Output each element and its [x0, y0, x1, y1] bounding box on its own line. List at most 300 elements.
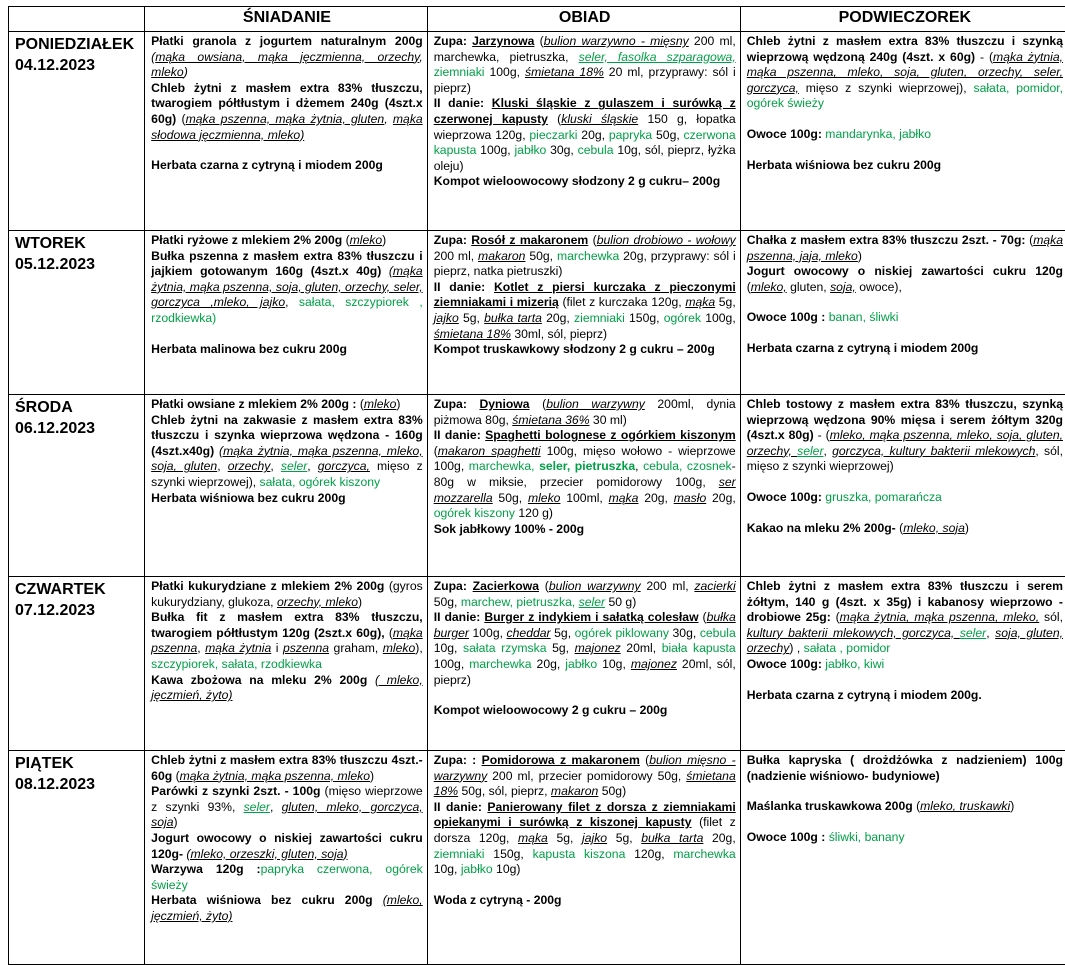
day-row-friday — [9, 751, 1065, 965]
meal-text: ) — [396, 397, 401, 411]
meal-text: ( mleko, jęczmień, żyto) — [151, 672, 423, 703]
lunch-cell — [427, 32, 740, 231]
meal-text: seler, fasolka szparagowa, — [578, 49, 736, 64]
meal-text: seler — [280, 459, 308, 474]
meal-text: Herbata czarna z cytryną i miodem 200g — [151, 158, 383, 173]
meal-text: II danie: — [433, 279, 494, 294]
meal-paragraph — [151, 579, 423, 610]
meal-text: ( — [151, 49, 156, 64]
meal-text: (filet z kurczaka 120g, — [558, 295, 686, 310]
meal-text: 20g, — [541, 310, 575, 325]
meal-text: , — [635, 459, 644, 474]
meal-text: seler — [959, 625, 987, 640]
meal-text: Zupa: — [433, 34, 473, 48]
meal-text: ( — [835, 610, 840, 625]
meal-text: i — [271, 641, 283, 656]
meal-text: - 80g w miksie, przecier pomidorowy 100g, — [433, 459, 736, 489]
meal-text: graham, — [329, 641, 383, 656]
meal-text: cebula — [577, 143, 614, 158]
meal-text: ogórek kiszony — [433, 506, 515, 521]
meal-text: Chleb żytni z masłem extra 83% tłuszczu 4szt.- 60g — [151, 753, 423, 783]
meal-text: sałata, ogórek kiszony — [259, 474, 381, 489]
meal-text: (mięso wieprzowe z szynki 93%, — [151, 784, 423, 814]
meal-text: mąka owsiana, mąka jęczmienna, orzechy — [155, 49, 420, 64]
meal-text: 120g, — [625, 846, 674, 861]
meal-text: gluten, — [786, 279, 831, 294]
meal-text: jabłko — [460, 862, 493, 877]
meal-text: mleko — [382, 641, 416, 656]
meal-text: 200 ml, — [433, 248, 479, 263]
meal-paragraph — [151, 610, 423, 672]
meal-text: Bułka kapryska ( drożdżówka z nadzieniem) 100g (nadzienie wiśniowo- budyniowe) — [746, 753, 1063, 783]
meal-text: Płatki ryżowe z mlekiem 2% 200g — [151, 233, 346, 247]
meal-text: 5g, — [715, 295, 736, 310]
meal-text: 20ml, sól, pieprz) — [433, 656, 736, 687]
meal-text: , — [270, 459, 281, 474]
meal-text: mąka słodowa jęczmienna, mleko) — [151, 111, 423, 142]
meal-text: 200 ml, marchewka, pietruszka, — [433, 34, 736, 64]
meal-text: , — [986, 625, 996, 640]
meal-text: śliwki, banany — [828, 829, 905, 844]
meal-text: Bułka pszenna z masłem extra 83% tłuszczu i jajkiem gotowanym 160g (4szt.x 40g) — [151, 248, 423, 279]
snack-header: PODWIECZOREK — [740, 7, 1065, 32]
meal-text: Kawa zbożowa na mleku 2% 200g — [151, 672, 376, 687]
meal-text: 20 ml, przyprawy: sól i pieprz) — [433, 65, 736, 95]
meal-text: 100g, — [476, 143, 515, 158]
meal-paragraph — [151, 831, 423, 862]
meal-text: Zupa: — [433, 579, 473, 593]
meal-paragraph — [151, 342, 423, 358]
meal-text: mąka żytnia — [205, 641, 272, 656]
meal-text: jajko — [582, 830, 608, 845]
meal-paragraph — [151, 158, 423, 174]
snack-cell — [740, 751, 1065, 965]
meal-text: gorczyca, — [317, 459, 370, 474]
meal-text: 30g, — [668, 625, 700, 640]
meal-text: II danie: — [433, 799, 488, 814]
meal-text: Kluski śląskie z gulaszem i surówką z czerwonej kapusty — [433, 96, 736, 126]
day-row-tuesday — [9, 231, 1065, 395]
meal-text: sałata , pomidor — [803, 641, 891, 656]
meal-text: makaron — [550, 784, 599, 799]
meal-text: mąka — [685, 295, 716, 310]
meal-paragraph — [434, 233, 736, 280]
lunch-cell — [427, 751, 740, 965]
meal-text: Chleb tostowy z masłem extra 83% tłuszczu, szynką wieprzową wędzona 90% mięsa i serem żółtym 320g (4szt.x 80g) — [746, 397, 1063, 443]
meal-text: II danie: — [433, 428, 486, 443]
weekly-menu-table — [8, 6, 1065, 965]
day-cell — [9, 395, 145, 577]
day-date: 05.12.2023 — [15, 256, 96, 273]
breakfast-cell — [145, 395, 428, 577]
meal-text: Panierowany filet z dorsza z ziemniakami opiekanymi i surówką z kiszonej kapusty — [433, 799, 736, 830]
meal-paragraph — [747, 233, 1063, 264]
meal-text: bulion warzywny — [546, 397, 645, 411]
meal-text: śmietana 36% — [512, 412, 590, 427]
meal-text: ) — [173, 815, 178, 830]
meal-text: 150 g, łopatka wieprzowa 120g, — [433, 111, 736, 142]
lunch-cell — [427, 577, 740, 751]
meal-text: (mąka żytnia, mąka pszenna, soja, gluten, orzechy, seler, gorczyca ,mleko, jajko — [151, 264, 423, 310]
meal-text: 100g, — [484, 65, 525, 80]
meal-text: 5g, — [546, 641, 575, 656]
meal-paragraph — [747, 490, 1063, 506]
breakfast-cell — [145, 751, 428, 965]
meal-text: mąka — [608, 490, 639, 505]
meal-text: ( — [639, 753, 650, 767]
meal-text: Rosół z makaronem — [471, 233, 589, 247]
meal-text: marchewka — [469, 656, 532, 671]
meal-text: 5g, — [458, 310, 485, 325]
meal-text: - ( — [980, 49, 994, 64]
meal-text: 150g, — [484, 846, 533, 861]
meal-text: ( — [698, 610, 707, 625]
snack-cell — [740, 577, 1065, 751]
meal-paragraph — [434, 342, 736, 358]
meal-text: Owoce 100g: — [746, 126, 826, 141]
meal-text: Chleb żytni z masłem extra 83% tłuszczu i szynką wieprzową wędzoną 240g (4szt. x 60g) — [746, 34, 1063, 64]
meal-text: ) — [857, 248, 862, 263]
meal-text: mleko, mąka pszenna, mleko, soja, gluten, orzechy, — [746, 428, 1063, 458]
meal-text: 5g, — [547, 830, 582, 845]
meal-text: orzechy, mleko — [276, 594, 359, 609]
meal-text: papryka — [608, 127, 653, 142]
meal-text: Kakao na mleku 2% 200g- — [746, 520, 900, 535]
breakfast-header: ŚNIADANIE — [145, 7, 428, 32]
meal-text: 10g, — [433, 641, 464, 656]
meal-paragraph — [151, 673, 423, 704]
meal-text: Jogurt owocowy o niskiej zawartości cukru 120g- — [151, 830, 423, 861]
meal-text: Herbata wiśniowa bez cukru 200g — [151, 490, 346, 505]
meal-text: seler, pietruszka — [539, 459, 636, 474]
meal-text: Herbata czarna z cytryną i miodem 200g. — [746, 687, 982, 702]
meal-text: Dyniowa — [479, 397, 530, 411]
meal-text: 10g) — [492, 862, 521, 877]
meal-text: Płatki kukurydziane z mlekiem 2% 200g — [151, 579, 389, 593]
day-date: 06.12.2023 — [15, 420, 96, 437]
meal-text: , — [285, 295, 299, 310]
meal-paragraph — [747, 799, 1063, 815]
meal-text: ( — [529, 397, 547, 411]
meal-text: 100g, mięso wołowo - wieprzowe 100g, — [433, 443, 736, 474]
lunch-cell — [427, 395, 740, 577]
meal-text: mięso z szynki wieprzowej), — [151, 459, 423, 489]
meal-text: Zupa: : — [433, 753, 482, 767]
meal-text: Kompot truskawkowy słodzony 2 g cukru – 200g — [433, 342, 715, 357]
meal-text: mięso z szynki wieprzowej), — [798, 80, 974, 95]
meal-text: (gyros kukurydziany, glukoza, — [151, 579, 423, 609]
meal-text: II danie: — [433, 610, 485, 625]
meal-text: , — [307, 459, 318, 474]
meal-text: ) — [183, 65, 188, 80]
meal-text: bulion drobiowo - wołowy — [596, 233, 736, 247]
meal-text: , — [419, 49, 423, 64]
meal-text: Owoce 100g : — [746, 829, 829, 844]
meal-text: 5g, — [607, 830, 642, 845]
meal-text: 20g, przyprawy: sól i pieprz, natka pietruszki) — [433, 248, 736, 279]
meal-text: bułka tarta — [641, 830, 704, 845]
meal-text: ( — [433, 443, 438, 458]
meal-text: Maślanka truskawkowa 200g — [746, 799, 917, 814]
meal-text: ( — [388, 625, 393, 640]
meal-text: Zupa: — [433, 233, 472, 247]
day-date: 07.12.2023 — [15, 602, 96, 619]
meal-paragraph — [434, 174, 736, 190]
meal-text: sałata rzymska — [463, 641, 547, 656]
meal-text: Bułka fit z masłem extra 83% tłuszczu, twarogiem półtłustym 120g (2szt.x 60g), — [151, 610, 423, 640]
meal-text: bułka burger — [433, 610, 736, 640]
meal-text: ) , — [789, 641, 804, 656]
meal-text: mąka żytnia, mąka pszenna, mleko — [179, 768, 370, 783]
meal-text: owoce), — [855, 279, 902, 294]
meal-paragraph — [434, 34, 736, 96]
meal-text: śmietana 18% — [433, 326, 511, 341]
meal-paragraph — [747, 158, 1063, 174]
meal-text: - ( — [817, 428, 830, 443]
meal-text: 50g, sól, pieprz, — [458, 784, 551, 799]
meal-paragraph — [747, 127, 1063, 143]
meal-text: bułka tarta — [484, 310, 542, 325]
meal-paragraph — [434, 579, 736, 610]
meal-paragraph — [747, 579, 1063, 657]
meal-text: Herbata malinowa bez cukru 200g — [151, 341, 347, 356]
breakfast-cell — [145, 231, 428, 395]
meal-paragraph — [151, 397, 423, 413]
meal-text: zacierki — [694, 579, 736, 593]
meal-text: Herbata czarna z cytryną i miodem 200g — [746, 340, 979, 355]
meal-text: Płatki owsiane z mlekiem 2% 200g : — [151, 397, 360, 411]
meal-paragraph — [434, 280, 736, 342]
meal-text: pszenna — [282, 641, 330, 656]
meal-text: ser mozzarella — [433, 474, 736, 505]
meal-text: 50 g) — [605, 594, 637, 609]
meal-text: mleko — [349, 233, 383, 247]
meal-paragraph — [747, 753, 1063, 784]
meal-text: ) — [382, 233, 387, 247]
meal-paragraph — [434, 800, 736, 878]
meal-text: sałata, pomidor, ogórek świeży — [746, 80, 1063, 111]
header-row — [9, 7, 1065, 32]
meal-text: szczypiorek, sałata, rzodkiewka — [151, 656, 322, 671]
meal-text: 20ml, — [620, 641, 662, 656]
meal-paragraph — [434, 610, 736, 688]
meal-text: 100g, — [433, 656, 470, 671]
meal-text: mleko — [151, 65, 184, 80]
meal-text: makaron — [478, 248, 526, 263]
meal-text: 30 ml) — [589, 412, 627, 427]
meal-text: bulion warzywno - mięsny — [543, 34, 689, 48]
lunch-cell — [427, 231, 740, 395]
meal-text: jabłko — [565, 656, 598, 671]
meal-text: kapusta kiszona — [532, 846, 626, 861]
meal-text: kultury bakterii mlekowych, gorczyca, — [746, 625, 960, 640]
meal-text: cebula — [699, 625, 736, 640]
meal-text: Woda z cytryną - 200g — [433, 892, 562, 907]
meal-text: 50g, — [433, 594, 461, 609]
meal-text: śmietana 18% — [433, 768, 736, 799]
meal-text: (mleko, orzeszki, gluten, soja) — [186, 846, 348, 861]
meal-text: banan, śliwki — [828, 310, 899, 325]
day-name: CZWARTEK — [15, 581, 106, 598]
meal-text: Owoce 100g: — [746, 489, 826, 504]
day-cell — [9, 751, 145, 965]
meal-text: mleko — [363, 397, 397, 411]
meal-text: 10g, — [433, 862, 461, 877]
snack-cell — [740, 231, 1065, 395]
meal-text: 10g, — [597, 656, 631, 671]
corner-cell — [9, 7, 145, 32]
meal-text: ( — [359, 397, 364, 411]
meal-text: ogórek piklowany — [574, 625, 669, 640]
meal-text: cebula, czosnek — [643, 459, 732, 474]
meal-text: Chleb żytni z masłem extra 83% tłuszczu, twarogiem półtłustym i dżemem 240g (4szt.x 60g) — [151, 80, 423, 126]
meal-text: Jogurt owocowy o niskiej zawartości cukru 120g — [746, 264, 1063, 279]
meal-text: ( — [588, 233, 597, 247]
meal-paragraph — [151, 753, 423, 784]
meal-text: Herbata wiśniowa bez cukru 200g — [746, 157, 942, 172]
meal-paragraph — [747, 310, 1063, 326]
meal-text: Burger z indykiem i sałatką colesław — [484, 610, 699, 625]
meal-text: 5g, — [550, 625, 575, 640]
meal-text: kluski śląskie — [561, 111, 639, 126]
meal-paragraph — [151, 893, 423, 924]
meal-text: ( — [899, 520, 904, 535]
meal-text: gorczyca, kultury bakterii mlekowych — [832, 443, 1036, 458]
meal-text: 20g, — [706, 490, 736, 505]
meal-text: 100ml, — [560, 490, 609, 505]
meal-text: 20g, — [577, 127, 609, 142]
meal-text: Parówki z szynki 2szt. - 100g — [151, 784, 325, 799]
meal-text: mleko — [527, 490, 561, 505]
meal-paragraph — [434, 522, 736, 538]
meal-text: soja, — [830, 279, 856, 294]
meal-text: sałata, szczypiorek , rzodkiewka) — [151, 295, 423, 325]
meal-text: ( — [547, 111, 562, 126]
meal-paragraph — [747, 34, 1063, 112]
meal-text: (mąka żytnia, mąka pszenna, mleko, soja, gluten — [151, 443, 423, 474]
meal-text: , — [823, 443, 833, 458]
meal-text: mleko, — [750, 279, 787, 294]
day-date: 04.12.2023 — [15, 57, 96, 74]
meal-text: majonez — [630, 656, 677, 671]
meal-text: 150g, — [624, 310, 664, 325]
meal-text: mleko, truskawki — [920, 799, 1011, 814]
meal-text: seler — [243, 799, 270, 814]
meal-text: ogórek — [663, 310, 702, 325]
meal-paragraph — [747, 830, 1063, 846]
meal-text: ( — [534, 34, 544, 48]
meal-text: 100g, — [468, 625, 507, 640]
meal-text: mąka żytnia, mąka pszenna, mleko, soja, gluten, orzechy, seler, gorczyca, — [746, 49, 1063, 95]
meal-paragraph — [151, 862, 423, 893]
meal-text: sól, — [1039, 610, 1064, 625]
meal-text: ), — [415, 641, 423, 656]
meal-text: ( — [181, 111, 186, 126]
meal-text: 200ml, dynia piżmowa 80g, — [433, 397, 736, 427]
meal-text: ) — [369, 768, 375, 783]
meal-paragraph — [747, 397, 1063, 475]
meal-text: 30ml, sól, pieprz) — [510, 326, 608, 341]
meal-text: Kotlet z piersi kurczaka z pieczonymi ziemniakami i mizerią — [433, 279, 736, 310]
meal-text: seler — [797, 443, 824, 458]
day-name: PIĄTEK — [15, 755, 74, 772]
meal-paragraph — [151, 34, 423, 81]
meal-text: , — [197, 641, 206, 656]
meal-paragraph — [151, 413, 423, 491]
breakfast-cell — [145, 577, 428, 751]
meal-text: 50g, — [525, 248, 557, 263]
meal-text: Owoce 100g: — [746, 656, 826, 671]
meal-text: mąka pszenna, jaja, mleko — [746, 233, 1063, 263]
meal-text: 100g, — [701, 310, 736, 325]
meal-text: Płatki granola z jogurtem naturalnym 200g — [151, 34, 423, 48]
meal-text: biała kapusta — [661, 641, 736, 656]
meal-text: Sok jabłkowy 100% - 200g — [433, 521, 585, 536]
meal-text: ( — [175, 768, 180, 783]
meal-text: Kompot wieloowocowy słodzony 2 g cukru– 200g — [433, 174, 721, 189]
meal-text: , — [217, 459, 228, 474]
meal-text: bulion warzywny — [548, 579, 641, 593]
meal-text: Zacierkowa — [472, 579, 540, 593]
meal-paragraph — [747, 264, 1063, 295]
meal-text: czerwona kapusta — [433, 127, 736, 158]
meal-text: Pomidorowa z makaronem — [481, 753, 640, 767]
meal-text: Jarzynowa — [472, 34, 535, 48]
day-cell — [9, 231, 145, 395]
meal-text: marchewka — [673, 846, 736, 861]
meal-text: śmietana 18% — [524, 65, 604, 80]
day-row-monday — [9, 32, 1065, 231]
meal-text: ( — [916, 799, 921, 814]
meal-text: 50g, — [492, 490, 528, 505]
day-name: ŚRODA — [15, 399, 73, 416]
meal-text: pieczarki — [529, 127, 578, 142]
day-cell — [9, 32, 145, 231]
meal-text: 20g, — [703, 830, 736, 845]
meal-text: orzechy — [227, 459, 271, 474]
meal-text: ziemniaki — [433, 846, 485, 861]
meal-text: Chałka z masłem extra 83% tłuszczu 2szt. - 70g: — [746, 233, 1030, 247]
meal-text: papryka czerwona, ogórek świeży — [151, 862, 423, 892]
meal-paragraph — [747, 657, 1063, 673]
meal-text: 50g) — [598, 784, 627, 799]
meal-text: marchew, pietruszka, — [460, 594, 579, 609]
meal-text: cheddar — [506, 625, 551, 640]
day-name: PONIEDZIAŁEK — [15, 36, 135, 53]
day-row-wednesday — [9, 395, 1065, 577]
meal-text: jabłko, kiwi — [825, 656, 885, 671]
meal-text: seler — [578, 594, 606, 609]
meal-text: II danie: — [433, 96, 492, 111]
meal-text: , sól, mięso z szynki wieprzowej) — [746, 443, 1063, 474]
meal-text: ) — [1010, 799, 1015, 814]
meal-paragraph — [434, 893, 736, 909]
meal-paragraph — [151, 491, 423, 507]
meal-text: , — [270, 799, 282, 814]
meal-text: jajko — [433, 310, 459, 325]
meal-paragraph — [151, 249, 423, 327]
day-name: WTOREK — [15, 235, 86, 252]
meal-paragraph — [151, 784, 423, 831]
meal-text: 20g, — [638, 490, 674, 505]
meal-text: mąka żytnia, mąka pszenna, mleko, — [839, 610, 1040, 625]
meal-text: jabłko — [514, 143, 547, 158]
meal-text: 20g, — [531, 656, 566, 671]
meal-text: 50g, — [652, 127, 684, 142]
meal-text: marchewka, — [468, 459, 540, 474]
meal-text: Chleb żytni z masłem extra 83% tłuszczu i serem żółtym, 140 g (4szt. x 35g) i kabanosy wieprzowo - drobiowe 25g: — [746, 579, 1063, 625]
meal-text: makaron spaghetti — [437, 443, 541, 458]
